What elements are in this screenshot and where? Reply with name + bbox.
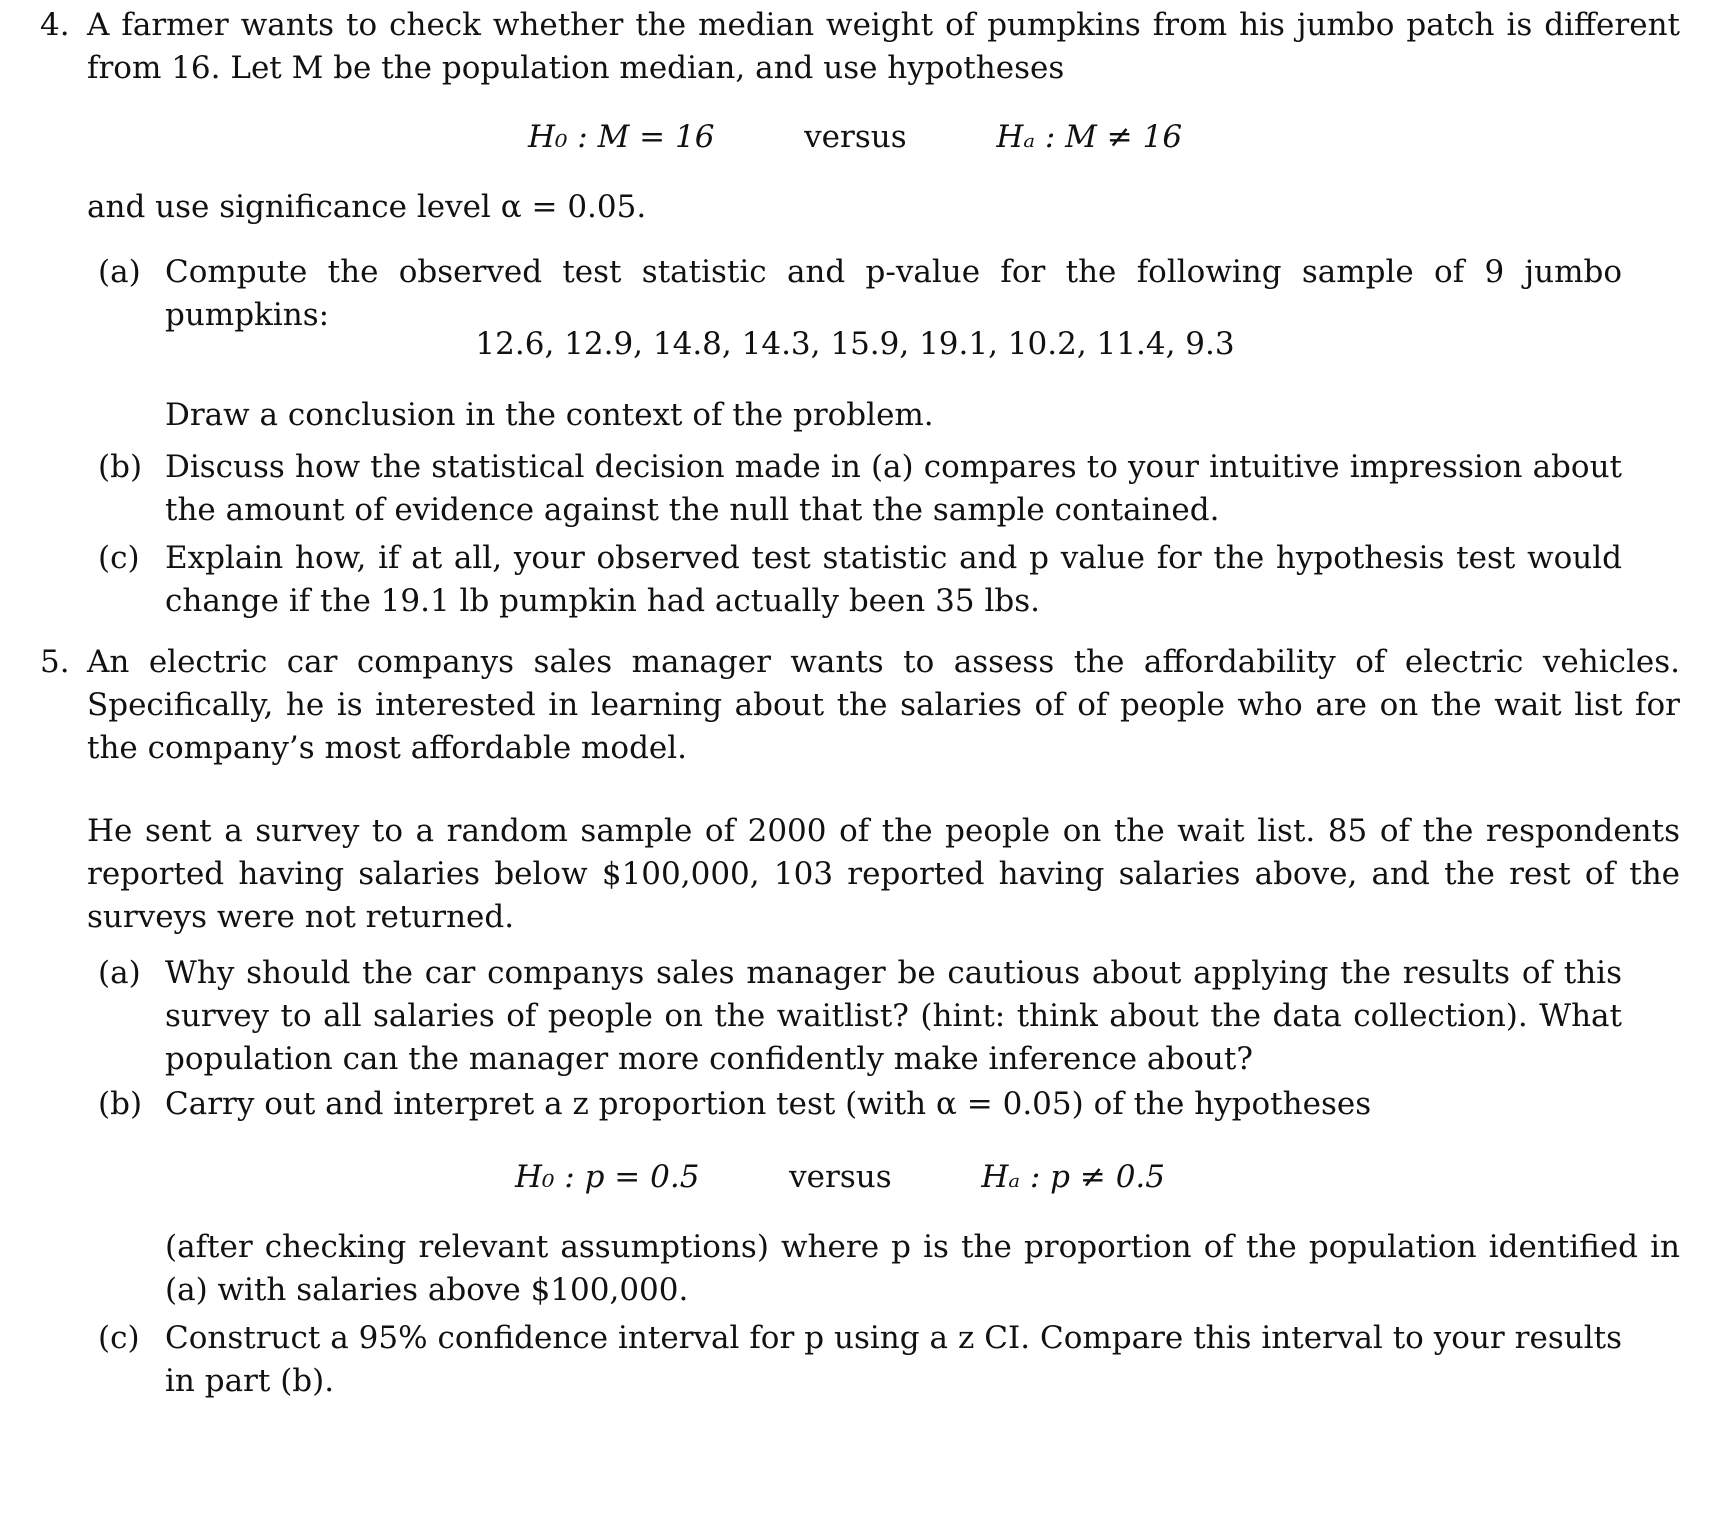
- problem-5-h0: H₀ : p = 0.5: [514, 1159, 700, 1195]
- problem-4-part-b-text: Discuss how the statistical decision made in (a) compares to your intuitive impression about the amount of evidence against the null that the sample contained.: [165, 449, 1622, 528]
- problem-4-part-c-text: Explain how, if at all, your observed test statistic and p value for the hypothesis test would change if the 19.1 lb pumpkin had actually been 35 lbs.: [165, 540, 1622, 619]
- problem-4-part-c: [40, 537, 1622, 623]
- problem-5-part-b-after: (after checking relevant assumptions) where p is the proportion of the population identified in (a) with salaries above $100,000.: [165, 1229, 1680, 1308]
- problem-4-alpha-line: and use significance level α = 0.05.: [87, 189, 647, 225]
- problem-4-h0: H₀ : M = 16: [527, 119, 715, 155]
- problem-5-part-b-label: (b): [98, 1086, 143, 1122]
- problem-4-part-b-label: (b): [98, 449, 143, 485]
- problem-5-intro: An electric car companys sales manager wants to assess the affordability of electric vehicles. Specifically, he is interested in learning about the salaries of of people who are on the wait list for the company’s most affordable model.: [87, 644, 1680, 766]
- problem-4-hypotheses: [0, 116, 1710, 159]
- problem-4: [40, 4, 1680, 90]
- problem-4-part-a-text: Compute the observed test statistic and p-value for the following sample of 9 jumbo pumpkins:: [165, 254, 1622, 333]
- problem-5-part-a: [40, 952, 1622, 1081]
- problem-4-ha: Hₐ : M ≠ 16: [996, 119, 1183, 155]
- problem-4-number: 4.: [40, 7, 70, 43]
- problem-5: [40, 641, 1680, 770]
- problem-4-versus: versus: [804, 119, 907, 155]
- problem-4-part-c-label: (c): [98, 540, 140, 576]
- problem-5-part-a-text: Why should the car companys sales manager be cautious about applying the results of this survey to all salaries of people on the waitlist? (hint: think about the data collection). What population can the manager more confidently make inference about?: [165, 955, 1622, 1077]
- problem-5-part-c: [40, 1317, 1622, 1403]
- problem-4-sample: 12.6, 12.9, 14.8, 14.3, 15.9, 19.1, 10.2, 11.4, 9.3: [475, 326, 1235, 362]
- problem-5-part-c-label: (c): [98, 1320, 140, 1356]
- problem-5-number: 5.: [40, 644, 70, 680]
- problem-4-part-a-label: (a): [98, 254, 141, 290]
- problem-4-part-b: [40, 446, 1622, 532]
- problem-5-survey: He sent a survey to a random sample of 2000 of the people on the wait list. 85 of the respondents reported having salaries below $100,000, 103 reported having salaries above, and the rest of the surveys were not returned.: [87, 813, 1680, 935]
- problem-4-part-a-conclusion: Draw a conclusion in the context of the problem.: [165, 397, 934, 433]
- problem-5-part-a-label: (a): [98, 955, 141, 991]
- problem-5-part-b: [40, 1083, 1622, 1126]
- problem-5-versus: versus: [789, 1159, 892, 1195]
- problem-5-part-b-text: Carry out and interpret a z proportion test (with α = 0.05) of the hypotheses: [165, 1086, 1372, 1122]
- problem-5-hypotheses: [0, 1156, 1680, 1199]
- problem-5-part-c-text: Construct a 95% confidence interval for p using a z CI. Compare this interval to your results in part (b).: [165, 1320, 1622, 1399]
- problem-4-intro: A farmer wants to check whether the median weight of pumpkins from his jumbo patch is different from 16. Let M be the population median, and use hypotheses: [87, 7, 1680, 86]
- problem-5-ha: Hₐ : p ≠ 0.5: [981, 1159, 1165, 1195]
